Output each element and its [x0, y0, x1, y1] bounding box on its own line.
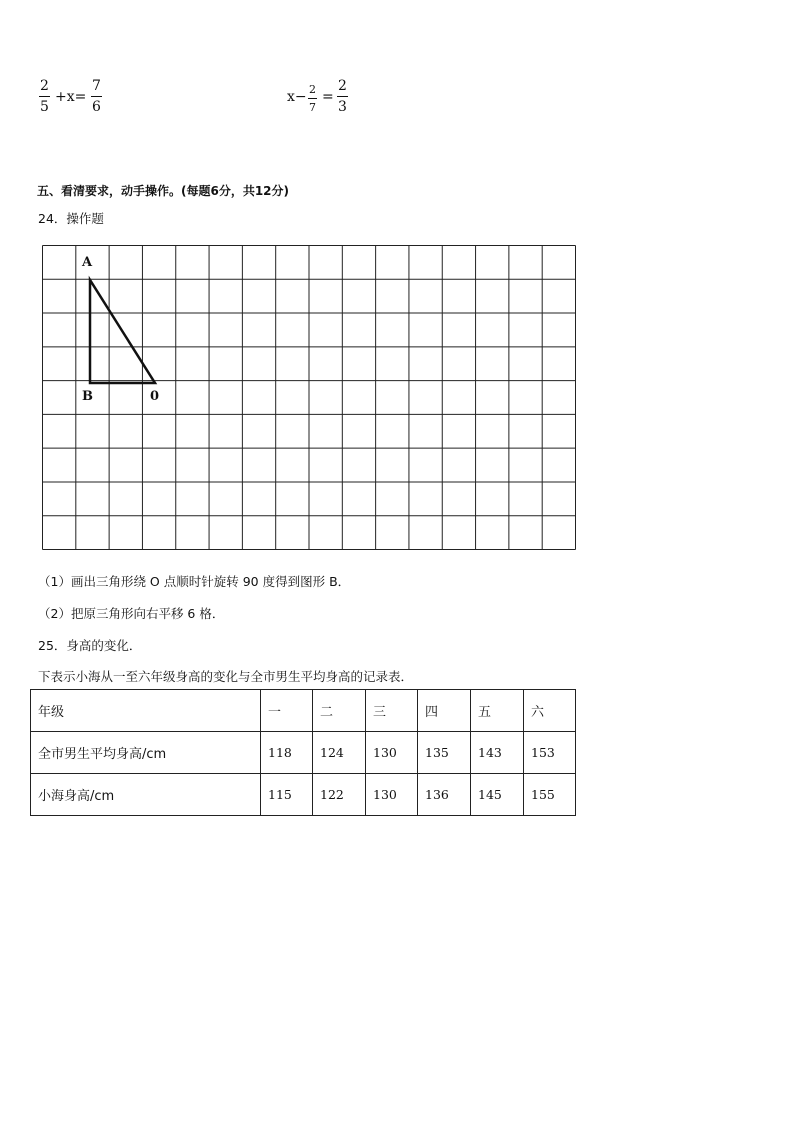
grid-svg [42, 245, 576, 550]
vertex-label-o: 0 [150, 389, 160, 404]
table-row [31, 774, 576, 816]
question-25-intro: 下表示小海从一至六年级身高的变化与全市男生平均身高的记录表． [38, 669, 414, 684]
table-cell: 三 [366, 690, 418, 732]
table-cell: 四 [418, 690, 471, 732]
question-25-title: 25．身高的变化． [38, 638, 142, 653]
eq1-middle-operator: +x= [55, 89, 87, 105]
table-cell: 全市男生平均身高/cm [31, 732, 261, 774]
eq2-frac1-denominator: 7 [309, 101, 316, 114]
table-cell: 153 [524, 732, 576, 774]
eq2-middle-operator: = [322, 89, 334, 105]
table-cell: 年级 [31, 690, 261, 732]
grid-lines [43, 246, 576, 550]
table-cell: 130 [366, 774, 418, 816]
table-cell: 115 [261, 774, 313, 816]
eq1-frac2-denominator: 6 [92, 99, 101, 115]
table-cell: 155 [524, 774, 576, 816]
eq2-frac2-denominator: 3 [338, 99, 347, 115]
table-cell: 二 [313, 690, 366, 732]
eq2-fraction-left [308, 84, 317, 113]
triangle-shape [90, 280, 155, 383]
table-cell: 六 [524, 690, 576, 732]
table-cell: 124 [313, 732, 366, 774]
table-cell: 一 [261, 690, 313, 732]
section-title: 五、看清要求，动手操作。(每题6分，共12分) [37, 184, 290, 198]
eq1-frac2-numerator: 7 [92, 78, 101, 94]
instruction-1: （1）画出三角形绕 O 点顺时针旋转 90 度得到图形 B． [38, 574, 351, 589]
table-cell: 122 [313, 774, 366, 816]
table-cell: 135 [418, 732, 471, 774]
table-cell: 136 [418, 774, 471, 816]
eq1-frac1-numerator: 2 [40, 78, 49, 94]
eq2-frac1-numerator: 2 [309, 83, 316, 96]
vertex-label-b: B [82, 389, 93, 404]
table-header-row [31, 690, 576, 732]
table-cell: 130 [366, 732, 418, 774]
table-cell: 118 [261, 732, 313, 774]
table-row [31, 732, 576, 774]
question-24-title: 24．操作题 [38, 211, 104, 226]
operation-grid [42, 245, 576, 550]
height-record-table [30, 689, 576, 816]
eq2-frac2-numerator: 2 [338, 78, 347, 94]
instruction-2: （2）把原三角形向右平移 6 格． [38, 606, 225, 621]
eq1-frac1-denominator: 5 [40, 99, 49, 115]
eq1-fraction-right [91, 79, 102, 114]
eq2-fraction-right [337, 79, 348, 114]
table-cell: 145 [471, 774, 524, 816]
table-cell: 143 [471, 732, 524, 774]
table-cell: 小海身高/cm [31, 774, 261, 816]
vertex-label-a: A [82, 255, 93, 270]
eq1-fraction-left [39, 79, 50, 114]
table-cell: 五 [471, 690, 524, 732]
eq2-lead: x− [287, 89, 307, 105]
